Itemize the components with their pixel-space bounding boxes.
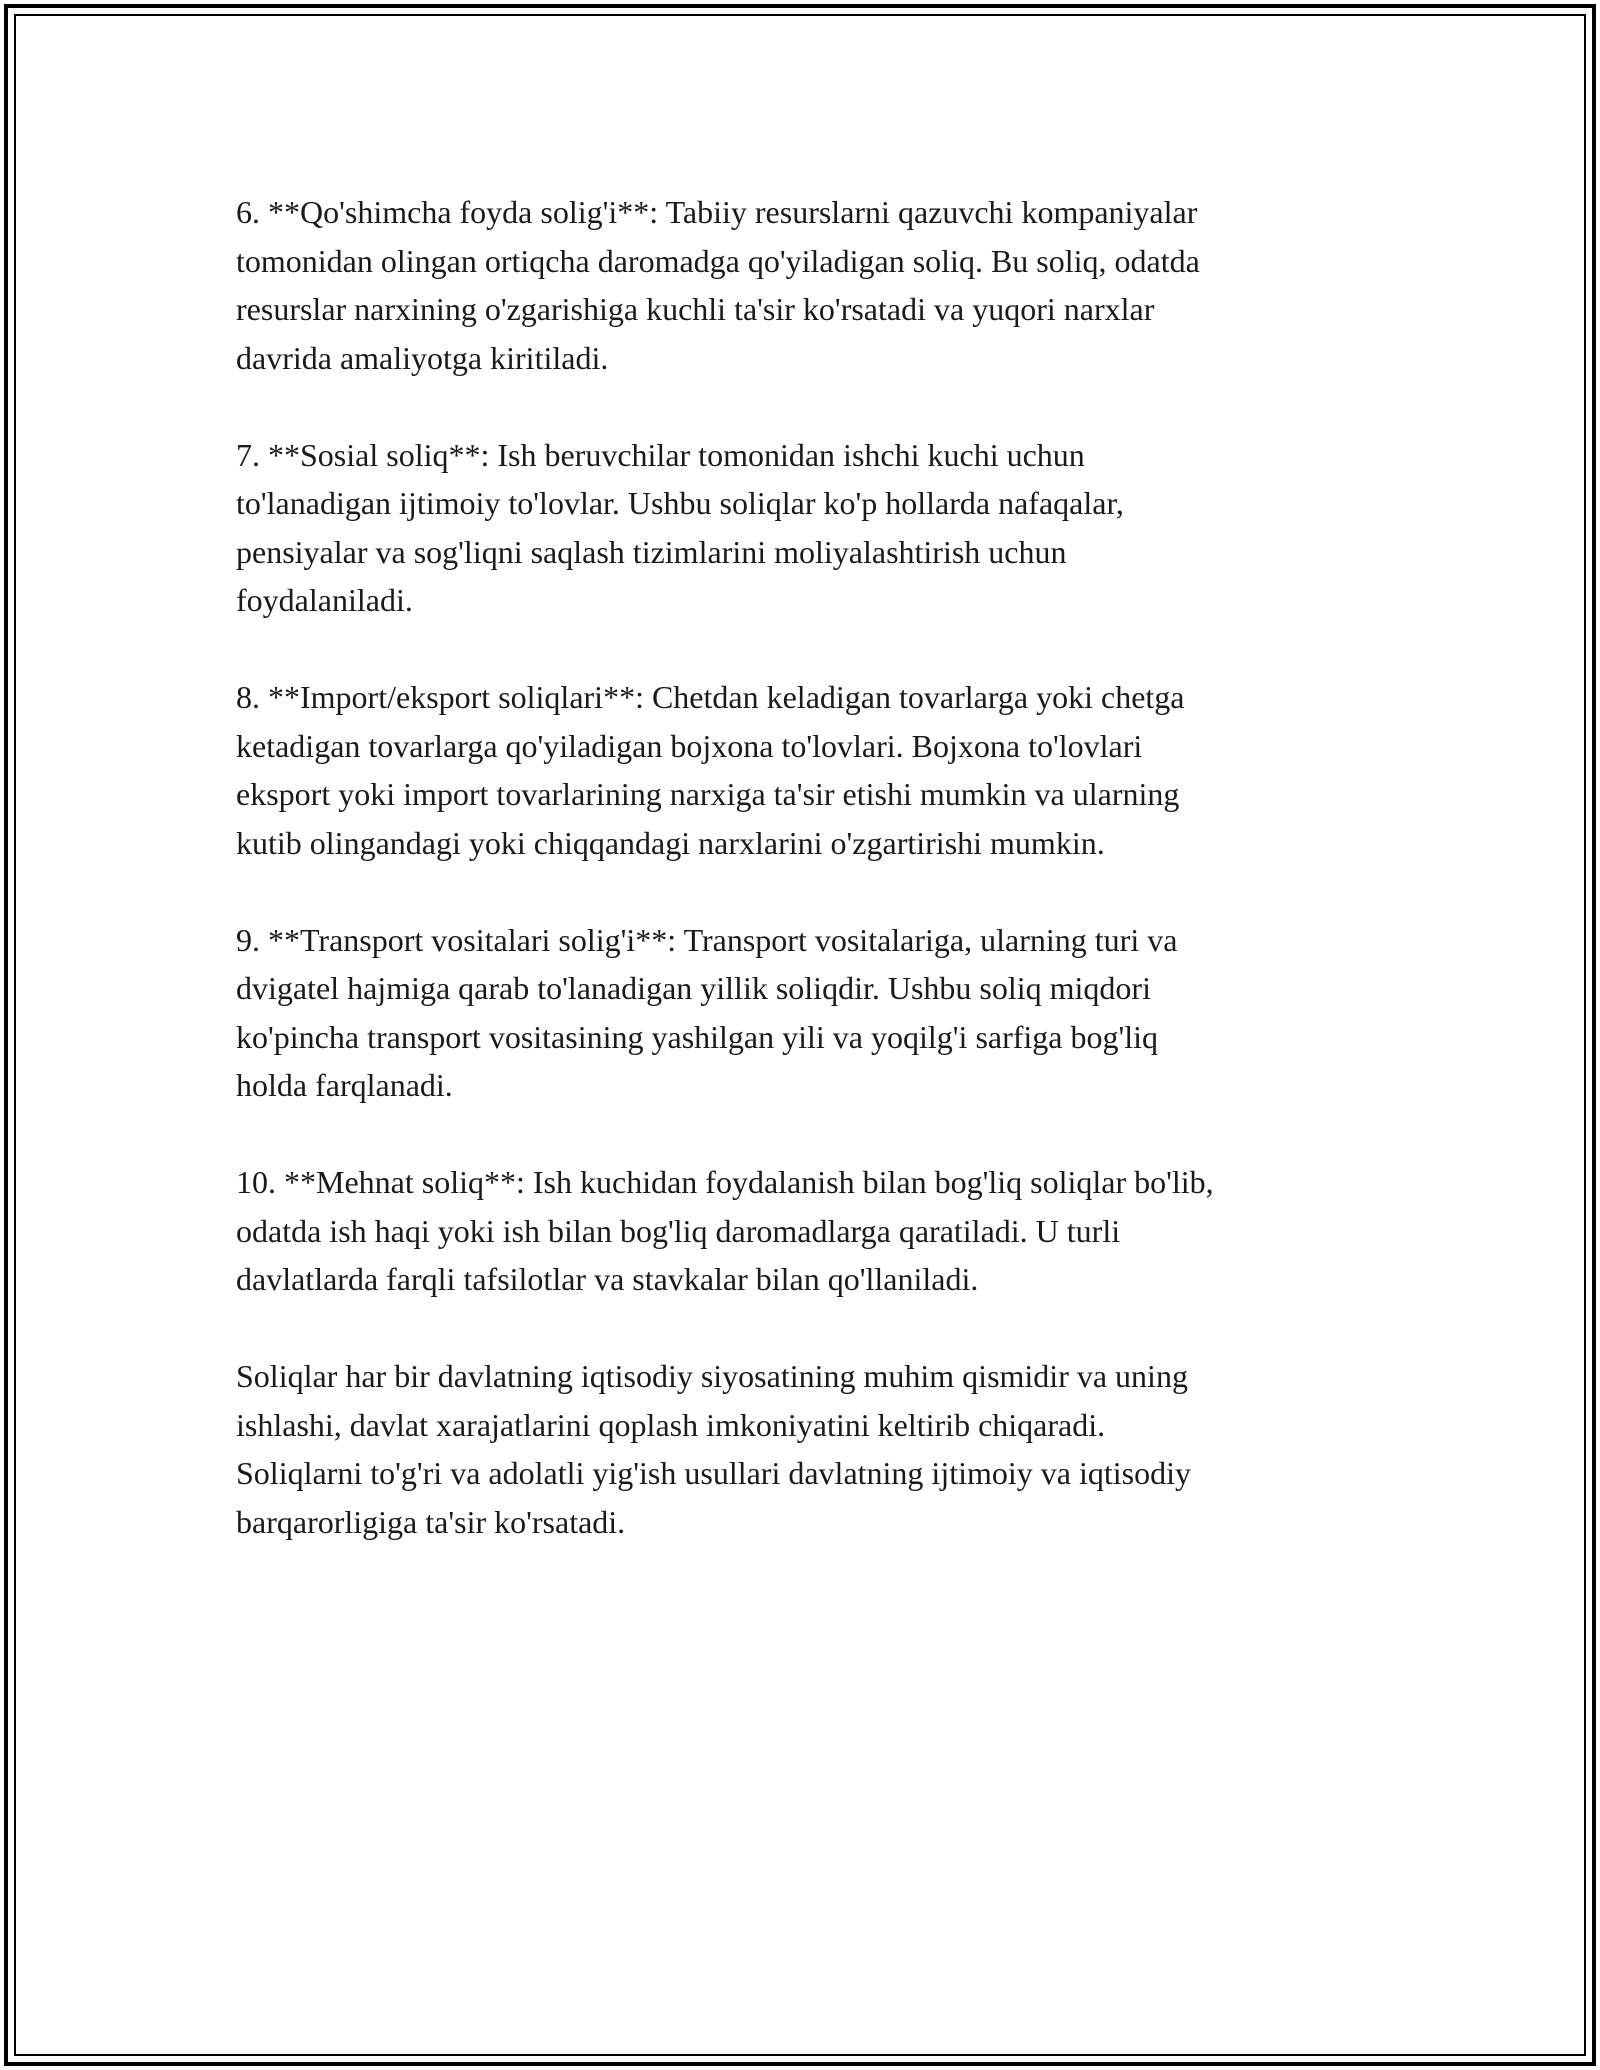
- text-line: eksport yoki import tovarlarining narxiga ta'sir etishi mumkin va ularning: [236, 776, 1180, 812]
- text-line: ishlashi, davlat xarajatlarini qoplash imkoniyatini keltirib chiqaradi.: [236, 1406, 1106, 1443]
- paragraph-conclusion: [236, 1352, 1386, 1546]
- text-line: 9. **Transport vositalari solig'i**: Transport vositalariga, ularning turi va: [236, 921, 1178, 958]
- paragraph-8-import-export-taxes: [236, 673, 1386, 867]
- text-line: kutib olingandagi yoki chiqqandagi narxlarini o'zgartirishi mumkin.: [236, 824, 1105, 861]
- paragraph-7-social-tax: [236, 431, 1386, 625]
- text-line: tomonidan olingan ortiqcha daromadga qo'yiladigan soliq. Bu soliq, odatda: [236, 242, 1200, 279]
- text-line: 10. **Mehnat soliq**: Ish kuchidan foydalanish bilan bog'liq soliqlar bo'lib,: [236, 1164, 1214, 1200]
- paragraph-9-vehicle-tax: [236, 916, 1386, 1110]
- text-line: 8. **Import/eksport soliqlari**: Chetdan keladigan tovarlarga yoki chetga: [236, 679, 1185, 715]
- text-line: davlatlarda farqli tafsilotlar va stavkalar bilan qo'llaniladi.: [236, 1261, 979, 1297]
- text-line: davrida amaliyotga kiritiladi.: [236, 339, 609, 376]
- text-line: odatda ish haqi yoki ish bilan bog'liq daromadlarga qaratiladi. U turli: [236, 1212, 1121, 1249]
- text-line: ko'pincha transport vositasining yashilgan yili va yoqilg'i sarfiga bog'liq: [236, 1018, 1159, 1055]
- text-line: holda farqlanadi.: [236, 1067, 453, 1103]
- text-line: foydalaniladi.: [236, 582, 413, 618]
- text-line: dvigatel hajmiga qarab to'lanadigan yillik soliqdir. Ushbu soliq miqdori: [236, 970, 1151, 1006]
- paragraph-6-additional-profit-tax: [236, 188, 1386, 382]
- document-body: [236, 188, 1386, 1595]
- text-line: barqarorligiga ta'sir ko'rsatadi.: [236, 1503, 626, 1540]
- text-line: to'lanadigan ijtimoiy to'lovlar. Ushbu soliqlar ko'p hollarda nafaqalar,: [236, 485, 1124, 521]
- text-line: ketadigan tovarlarga qo'yiladigan bojxona to'lovlari. Bojxona to'lovlari: [236, 727, 1143, 764]
- paragraph-10-labor-tax: [236, 1158, 1386, 1304]
- text-line: 6. **Qo'shimcha foyda solig'i**: Tabiiy resurslarni qazuvchi kompaniyalar: [236, 194, 1198, 230]
- text-line: Soliqlar har bir davlatning iqtisodiy siyosatining muhim qismidir va uning: [236, 1358, 1188, 1394]
- text-line: Soliqlarni to'g'ri va adolatli yig'ish usullari davlatning ijtimoiy va iqtisodiy: [236, 1455, 1191, 1491]
- text-line: pensiyalar va sog'liqni saqlash tizimlarini moliyalashtirish uchun: [236, 533, 1067, 570]
- text-line: 7. **Sosial soliq**: Ish beruvchilar tomonidan ishchi kuchi uchun: [236, 436, 1085, 473]
- text-line: resurslar narxining o'zgarishiga kuchli ta'sir ko'rsatadi va yuqori narxlar: [236, 291, 1155, 327]
